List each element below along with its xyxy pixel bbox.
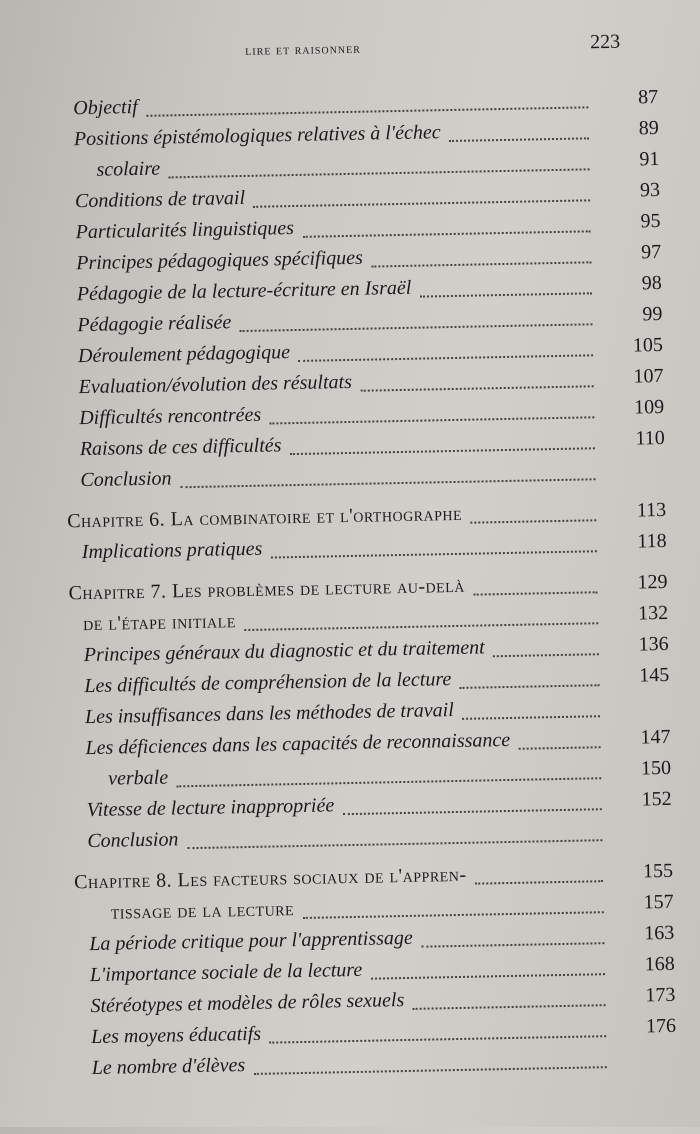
toc-entry-label: Chapitre 8. Les facteurs sociaux de l'appren-: [73, 863, 467, 894]
toc-entry-label: La période critique pour l'apprentissage: [89, 926, 413, 956]
dot-leader: [519, 744, 601, 750]
toc-entry-page: 132: [637, 601, 669, 625]
dot-leader: [187, 837, 602, 849]
toc-entry-page: 136: [638, 632, 669, 656]
toc-entry-page: 87: [637, 86, 659, 109]
dot-leader: [473, 589, 597, 595]
toc-entry-page: 93: [639, 178, 661, 202]
dot-leader: [240, 321, 593, 332]
toc-entry-page: 113: [636, 498, 667, 522]
toc-entry-label: L'importance sociale de la lecture: [89, 958, 363, 987]
toc-entry-page: 91: [639, 147, 660, 171]
toc-entry-page: 118: [637, 529, 667, 553]
dot-leader: [475, 878, 603, 884]
toc-entry-label: Evaluation/évolution des résultats: [78, 370, 353, 399]
toc-entry-label: Conditions de travail: [74, 186, 246, 213]
toc-entry-label: Raisons de ces difficultés: [79, 434, 282, 461]
toc-entry-page: 129: [637, 570, 668, 594]
toc-entry-page: 109: [633, 395, 665, 419]
dot-leader: [303, 909, 604, 919]
toc-entry-page: 176: [645, 1014, 677, 1038]
dot-leader: [271, 548, 597, 558]
dot-leader: [471, 517, 597, 523]
toc-entry-label: Vitesse de lecture inappropriée: [86, 794, 335, 822]
toc-entry-page: 110: [635, 426, 665, 450]
dot-leader: [360, 383, 593, 391]
dot-leader: [421, 940, 604, 948]
toc-entry-label: Difficultés rencontrées: [79, 403, 262, 430]
dot-leader: [343, 806, 602, 815]
running-head: lire et raisonner: [245, 41, 362, 59]
dot-leader: [254, 1064, 607, 1075]
dot-leader: [290, 445, 595, 455]
dot-leader: [302, 228, 590, 238]
toc-entry-page: 97: [640, 240, 662, 264]
toc-entry-label: Chapitre 6. La combinatoire et l'orthographe: [66, 502, 463, 533]
toc-entry-page: 105: [632, 333, 664, 357]
toc-entry-label: Les insuffisances dans les méthodes de travail: [84, 699, 454, 729]
dot-leader: [270, 414, 595, 424]
toc-entry-label: Positions épistémologiques relatives à l'échec: [73, 121, 441, 151]
toc-entry-label: Objectif: [73, 95, 138, 120]
dot-leader: [254, 197, 591, 207]
toc-entry-label: Conclusion: [80, 467, 172, 492]
toc-entry-label: Déroulement pédagogique: [77, 341, 291, 368]
toc-entry-label: Particularités linguistiques: [75, 217, 295, 244]
dot-leader: [462, 713, 600, 720]
toc-entry-label: Chapitre 7. Les problèmes de lecture au-delà: [68, 574, 466, 605]
toc-entry-label: Les déficiences dans les capacités de reconnaissance: [85, 728, 511, 760]
toc-entry-label: Conclusion: [87, 828, 179, 853]
dot-leader: [493, 651, 599, 657]
toc-entry-label: Principes généraux du diagnostic et du traitement: [83, 636, 485, 667]
toc-entry-page: 157: [643, 890, 674, 914]
toc-entry-page: 95: [640, 209, 661, 233]
toc-entry-label: Les difficultés de compréhension de la lecture: [84, 668, 452, 698]
toc-entry-label: Le nombre d'élèves: [91, 1054, 246, 1080]
dot-leader: [413, 1002, 606, 1010]
toc-entry-label: scolaire: [96, 157, 161, 181]
toc-entry-label: Principes pédagogiques spécifiques: [76, 246, 364, 275]
toc-entry-label: tissage de la lecture: [110, 898, 295, 924]
dot-leader: [244, 620, 598, 631]
toc-entry-page: 98: [641, 271, 662, 295]
toc-entry-label: Implications pratiques: [81, 537, 263, 564]
dot-leader: [180, 476, 595, 488]
toc-entry-page: 173: [645, 983, 676, 1007]
dot-leader: [371, 971, 605, 979]
dot-leader: [371, 259, 591, 267]
toc-entry-label: Pédagogie de la lecture-écriture en Israël: [76, 276, 412, 306]
toc-entry-page: 163: [644, 921, 675, 945]
toc-entry-label: verbale: [107, 766, 169, 790]
toc-entry-page: 155: [642, 859, 674, 883]
toc-entry-label: Les moyens éducatifs: [90, 1022, 262, 1049]
dot-leader: [270, 1033, 607, 1043]
toc-entry-page: 99: [642, 302, 663, 326]
dot-leader: [449, 135, 589, 142]
toc-entry-page: 147: [640, 725, 671, 749]
dot-leader: [420, 290, 592, 297]
toc-entry-page: 150: [640, 756, 672, 780]
toc-entry-label: Stéréotypes et modèles de rôles sexuels: [90, 989, 405, 1018]
toc-entry-page: 89: [638, 116, 659, 140]
toc-entry-label: Pédagogie réalisée: [77, 311, 232, 337]
toc-entry-page: 145: [639, 663, 670, 687]
toc-entry-label: de l'étape initiale: [82, 610, 236, 636]
toc-entry-page: 168: [644, 952, 676, 976]
dot-leader: [298, 352, 593, 362]
dot-leader: [460, 682, 600, 689]
table-of-contents: [66, 82, 677, 1084]
page-number: 223: [589, 30, 621, 54]
toc-entry-page: 152: [641, 787, 672, 811]
toc-entry-page: 107: [633, 364, 664, 388]
